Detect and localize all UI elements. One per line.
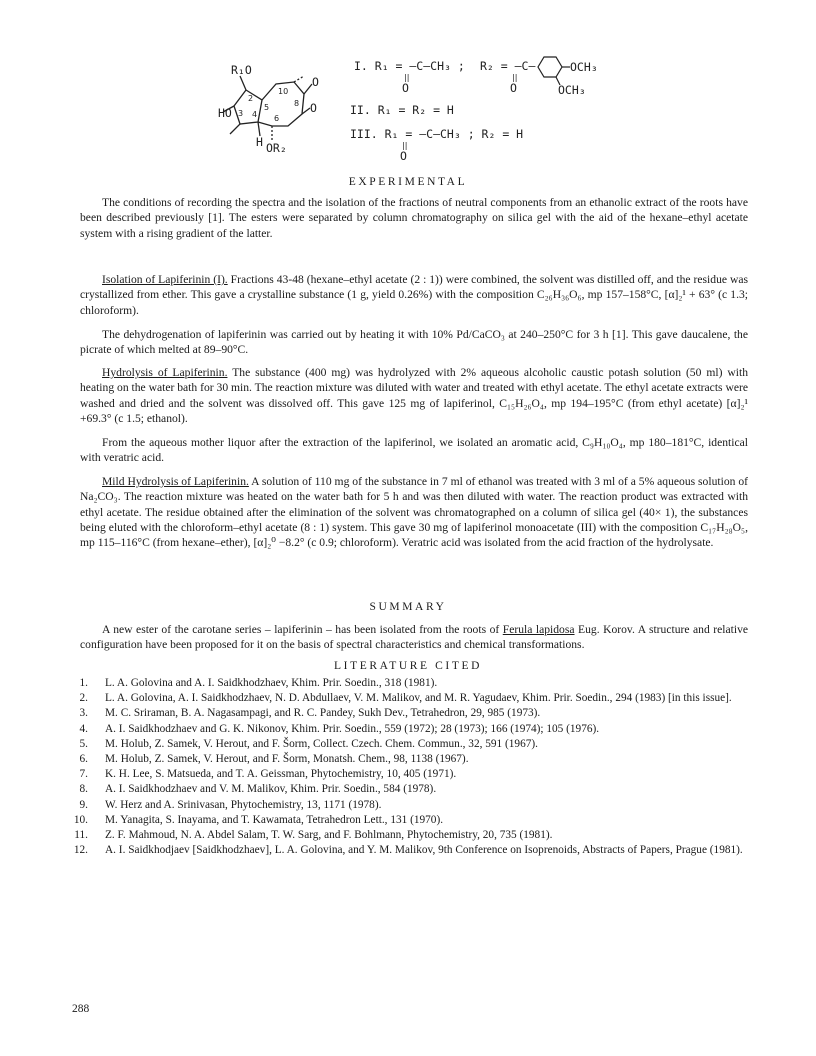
reference-text: M. Holub, Z. Samek, V. Herout, and F. Šorm, Collect. Czech. Chem. Commun., 32, 591 (1967).: [105, 737, 538, 750]
isolation-text: Fractions 43-48 (hexane–ethyl acetate (2 : 1)) were combined, the solvent was distilled off, and the residue was crystallized from ether. This gave a crystalline substance (1 g, yield 0.26%) with the composition C₂₆H₃₆O₆, mp 157–158°C, [α]₂¹ + 63° (c 1.3; chloroform).: [80, 273, 748, 317]
reference-text: W. Herz and A. Srinivasan, Phytochemistry, 13, 1171 (1978).: [105, 798, 382, 811]
literature-heading: LITERATURE CITED: [334, 660, 482, 672]
reference-number: 10.: [73, 813, 88, 826]
h-label: H: [256, 135, 263, 149]
formula-line-3-o: O: [400, 149, 407, 163]
structure-diagram: [218, 54, 618, 166]
species-name: Ferula lapidosa: [502, 623, 575, 636]
mild-hydrolysis-text: A solution of 110 mg of the substance in 7 ml of ethanol was treated with 3 ml of a 5% aqueous solution of Na₂CO₃. The reaction mixture was heated on the water bath for 5 h and was then diluted with water. The reaction product was extracted with ethyl acetate. The residue obtained after the elimination of the solvent was chromatographed on a column of silica gel (40× 1), the substances being eluted with the chloroform–ethyl acetate (8 : 1) system. This gave 30 mg of lapiferinol monoacetate (III) with the composition C₁₇H₂₈O₅, mp 115–116°C (from hexane–ether), [α]₂⁰ −8.2° (c 0.9; chloroform). Veratric acid was isolated from the acid fraction of the hydrolysate.: [80, 475, 748, 550]
or2-label: OR₂: [266, 141, 287, 155]
summary-text-after: Eug. Korov. A structure and relative configuration have been proposed for it on the basis of spectral characteristics and chemical transformations.: [80, 623, 749, 652]
mild-hydrolysis-title: Mild Hydrolysis of Lapiferinin.: [102, 475, 249, 488]
atom-4-label: 4: [252, 110, 258, 119]
reference-number: 3.: [79, 707, 88, 720]
formula-line-1-doublebond: ||: [404, 73, 410, 82]
atom-10-label: 10: [278, 87, 289, 96]
reference-item: [64, 722, 754, 737]
structure-figure: [218, 54, 618, 166]
benzene-ring: [538, 57, 570, 85]
reference-number: 5.: [79, 737, 88, 750]
reference-number: 8.: [79, 783, 88, 796]
ether-o-label: O: [310, 101, 317, 115]
reference-number: 4.: [79, 722, 88, 735]
reference-item: [64, 737, 754, 752]
ho-label: HO: [218, 106, 232, 120]
experimental-heading: EXPERIMENTAL: [348, 176, 468, 188]
experimental-paragraph-1-text: The conditions of recording the spectra and the isolation of the fractions of neutral components from an ethanolic extract of the roots have been described previously [1]. The esters were separated by column chromatography on silica gel with the aid of the hexane–ethyl acetate system with a rising gradient of the latter.: [80, 196, 748, 240]
atom-6-label: 6: [274, 114, 280, 123]
hydrolysis-title: Hydrolysis of Lapiferinin.: [102, 366, 228, 379]
dehydrogenation-text: The dehydrogenation of lapiferinin was carried out by heating it with 10% Pd/CaCO₃ at 240–250°C for 3 h [1]. This gave daucalene, the picrate of which melted at 89–90°C.: [80, 328, 748, 357]
reference-item: [64, 782, 754, 797]
reference-list: [64, 676, 754, 858]
reference-text: K. H. Lee, S. Matsueda, and T. A. Geissman, Phytochemistry, 10, 405 (1971).: [105, 768, 457, 781]
summary-paragraph: [80, 622, 748, 653]
summary-heading: SUMMARY: [369, 601, 447, 613]
hydrolysis-paragraph: [80, 365, 748, 426]
atom-3-label: 3: [238, 109, 244, 118]
reference-text: M. Holub, Z. Samek, V. Herout, and F. Šorm, Monatsh. Chem., 98, 1138 (1967).: [105, 753, 469, 766]
reference-number: 7.: [79, 768, 88, 781]
reference-number: 12.: [73, 844, 88, 857]
reference-text: M. Yanagita, S. Inayama, and T. Kawamata, Tetrahedron Lett., 131 (1970).: [105, 813, 444, 826]
formula-line-1: I. R₁ = —C—CH₃ ;: [354, 59, 465, 73]
reference-item: [64, 752, 754, 767]
reference-text: A. I. Saidkhodzhaev and V. M. Malikov, Khim. Prir. Soedin., 584 (1978).: [105, 783, 437, 796]
summary-text-before: A new ester of the carotane series – lapiferinin – has been isolated from the roots of: [102, 623, 503, 636]
aqueous-liquor-paragraph: [80, 435, 748, 466]
isolation-title: Isolation of Lapiferinin (I).: [102, 273, 228, 286]
atom-8-label: 8: [294, 99, 300, 108]
reference-text: L. A. Golovina, A. I. Saidkhodzhaev, N. D. Abdullaev, V. M. Malikov, and M. R. Yagudaev, Khim. Prir. Soedin., 294 (1983) [in this issue].: [105, 692, 732, 705]
reference-item: [64, 767, 754, 782]
reference-item: [64, 676, 754, 691]
dehydrogenation-paragraph: [80, 327, 748, 358]
reference-item: [64, 691, 754, 706]
reference-number: 2.: [79, 692, 88, 705]
reference-item: [64, 706, 754, 721]
reference-item: [64, 798, 754, 813]
r1o-label: R₁O: [231, 63, 252, 77]
reference-text: A. I. Saidkhodjaev [Saidkhodzhaev], L. A. Golovina, and Y. M. Malikov, 9th Conference on Isoprenoids, Abstracts of Papers, Prague (1981).: [105, 844, 743, 857]
reference-number: 1.: [79, 677, 88, 689]
ketone-o-label: O: [312, 75, 319, 89]
formula-line-3: III. R₁ = —C—CH₃ ; R₂ = H: [350, 127, 524, 141]
mild-hydrolysis-paragraph: [80, 474, 748, 550]
isolation-paragraph: [80, 272, 748, 318]
reference-number: 11.: [74, 829, 88, 842]
reference-item: [64, 828, 754, 843]
formula-line-2: II. R₁ = R₂ = H: [350, 103, 454, 117]
formula-line-1-o: O: [402, 81, 409, 95]
formula-r2-label: R₂ = —C—: [480, 59, 536, 73]
formula-r2-doublebond: ||: [512, 73, 518, 82]
reference-text: M. C. Sriraman, B. A. Nagasampagi, and R. C. Pandey, Sukh Dev., Tetrahedron, 29, 985 (1973).: [105, 707, 541, 720]
reference-number: 6.: [79, 753, 88, 766]
reference-item: [64, 813, 754, 828]
formula-line-3-doublebond: ||: [402, 141, 408, 150]
reference-item: [64, 843, 754, 858]
reference-text: A. I. Saidkhodzhaev and G. K. Nikonov, Khim. Prir. Soedin., 559 (1972); 28 (1973); 166 (1974); 105 (1976).: [105, 722, 600, 735]
och3-top-label: OCH₃: [570, 60, 598, 74]
experimental-paragraph-1: [80, 195, 748, 241]
och3-bottom-label: OCH₃: [558, 83, 586, 97]
atom-5-label: 5: [264, 103, 270, 112]
reference-text: L. A. Golovina and A. I. Saidkhodzhaev, Khim. Prir. Soedin., 318 (1981).: [105, 677, 438, 689]
reference-text: Z. F. Mahmoud, N. A. Abdel Salam, T. W. Sarg, and F. Bohlmann, Phytochemistry, 20, 735 (1981).: [105, 829, 553, 842]
atom-2-label: 2: [248, 94, 254, 103]
formula-r2-o: O: [510, 81, 517, 95]
aqueous-liquor-text: From the aqueous mother liquor after the extraction of the lapiferinol, we isolated an aromatic acid, C₉H₁₀O₄, mp 180–181°C, identical with veratric acid.: [80, 436, 748, 465]
hydrolysis-text: The substance (400 mg) was hydrolyzed with 2% aqueous alcoholic caustic potash solution (50 ml) with heating on the water bath for 30 min. The reaction mixture was diluted with water and treated with ethyl acetate. The ethyl acetate extracts were washed and dried and the solvent was dissolved off. This gave 125 mg of lapiferinol, C₁₅H₂₆O₄, mp 194–195°C (from ethyl acetate) [α]₂¹ +69.3° (c 1.5; ethanol).: [80, 366, 748, 425]
reference-number: 9.: [79, 798, 88, 811]
page-number: 288: [72, 1003, 90, 1015]
